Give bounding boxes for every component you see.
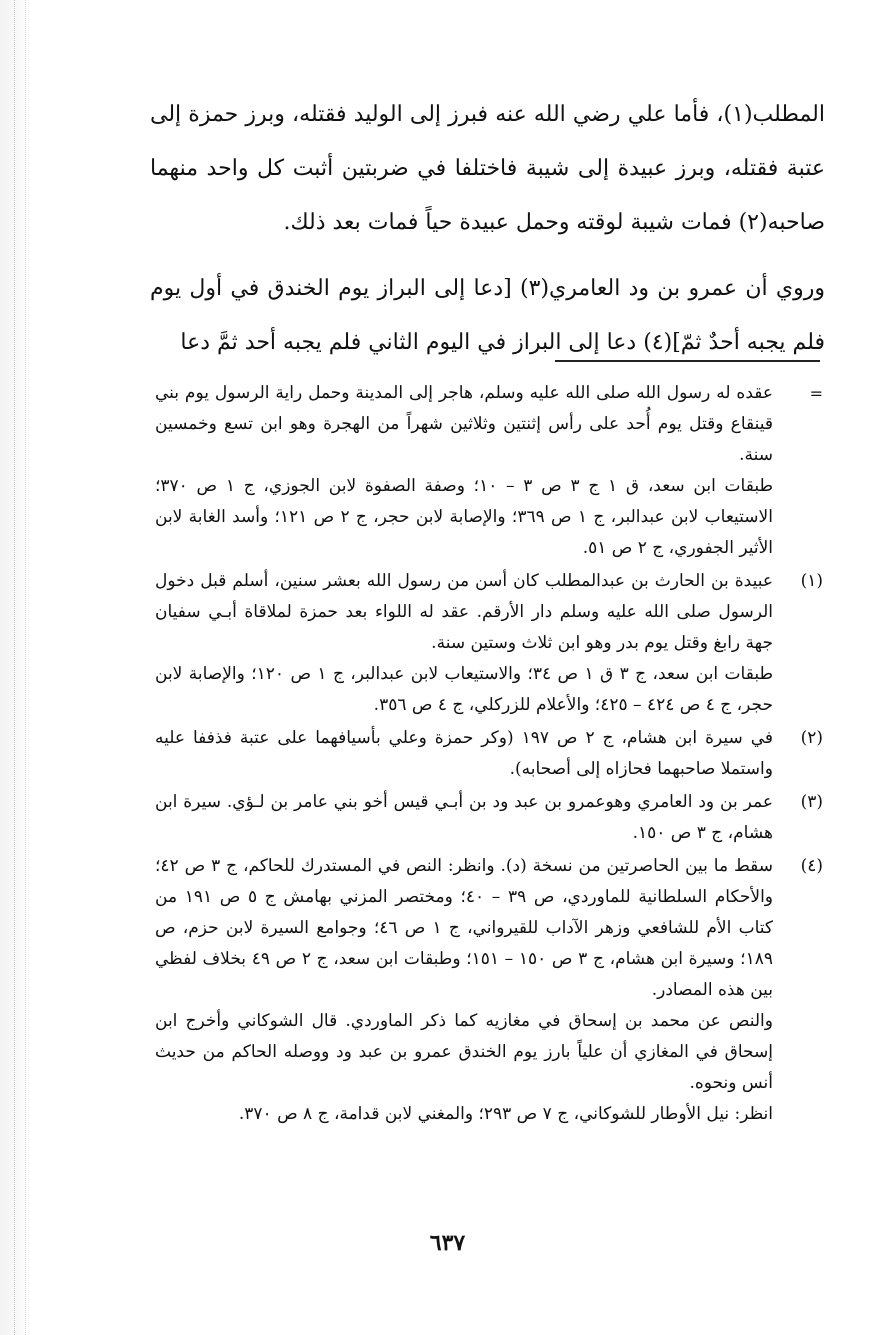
footnote-3	[155, 787, 823, 849]
footnote-text: سقط ما بين الحاصرتين من نسخة (د). وانظر: النص في المستدرك للحاكم، ج ٣ ص ٤٢؛ والأحكام السلطانية للماوردي، ص ٣٩ – ٤٠؛ ومختصر المزني بهامش ج ٥ ص ١٩١ من كتاب الأم للشافعي وزهر الآداب للقيرواني، ج ١ ص ٤٦؛ وجوامع السيرة لابن حزم، ص ١٨٩؛ وسيرة ابن هشام، ج ٣ ص ١٥٠ – ١٥١؛ وطبقات ابن سعد، ج ٢ ص ٤٩ بخلاف لفظي بين هذه المصادر.	[155, 856, 773, 1000]
footnote-number: (١)	[800, 571, 823, 591]
page-spine-shadow	[0, 0, 32, 1335]
footnote-number: (٢)	[800, 728, 823, 748]
footnote-text: عمر بن ود العامري وهوعمرو بن عبد ود بن أبـي قيس أخو بني عامر بن لـؤي. سيرة ابن هشام، ج ٣ ص ١٥٠.	[155, 792, 773, 843]
footnote-text: طبقات ابن سعد، ج ٣ ق ١ ص ٣٤؛ والاستيعاب لابن عبدالبر، ج ١ ص ١٢٠؛ والإصابة لابن حجر، ج ٤ ص ٤٢٤ – ٤٢٥؛ والأعلام للزركلي، ج ٤ ص ٣٥٦.	[155, 664, 773, 715]
footnote-number: (٤)	[800, 856, 823, 876]
continuation-mark: =	[809, 384, 823, 403]
footnote-separator	[555, 360, 820, 362]
footnotes	[155, 378, 823, 1132]
footnote-text: انظر: نيل الأوطار للشوكاني، ج ٧ ص ٢٩٣؛ والمغني لابن قدامة، ج ٨ ص ٣٧٠.	[238, 1104, 773, 1124]
footnote-text: والنص عن محمد بن إسحاق في مغازيه كما ذكر الماوردي. قال الشوكاني وأخرج ابن إسحاق في المغازي أن علياً بارز يوم الخندق عمرو بن عبد ود ووصله الحاكم من حديث أنس ونحوه.	[155, 1011, 773, 1093]
footnote-2	[155, 723, 823, 785]
footnote-text: في سيرة ابن هشام، ج ٢ ص ١٩٧ (وكر حمزة وعلي بأسيافهما على عتبة فذففا عليه واستملا صاحبهما فحازاه إلى أصحابه).	[155, 728, 774, 779]
footnote-number: (٣)	[800, 792, 823, 812]
main-text	[150, 88, 825, 370]
footnote-continuation	[155, 378, 823, 564]
main-paragraph-2: وروي أن عمرو بن ود العامري(٣) [دعا إلى البراز يوم الخندق في أول يوم فلم يجبه أحدٌ ثمّ](٤) دعا إلى البراز في اليوم الثاني فلم يجبه أحد ثمَّ دعا	[150, 276, 825, 355]
footnote-4	[155, 851, 823, 1130]
footnote-continuation-text-2: طبقات ابن سعد، ق ١ ج ٣ ص ٣ – ١٠؛ وصفة الصفوة لابن الجوزي، ج ١ ص ٣٧٠؛ الاستيعاب لابن عبدالبر، ج ١ ص ٣٦٩؛ والإصابة لابن حجر، ج ٢ ص ١٢١؛ وأسد الغابة لابن الأثير الجفوري، ج ٢ ص ٥١.	[155, 476, 773, 558]
binding-edge	[14, 0, 26, 1335]
footnote-1	[155, 566, 823, 721]
main-paragraph-1: المطلب(١)، فأما علي رضي الله عنه فبرز إلى الوليد فقتله، وبرز حمزة إلى عتبة فقتله، وبرز عبيدة إلى شيبة فاختلفا في ضربتين أثبت كل واحد منهما صاحبه(٢) فمات شيبة لوقته وحمل عبيدة حياً فمات بعد ذلك.	[150, 102, 825, 235]
footnote-text: عبيدة بن الحارث بن عبدالمطلب كان أسن من رسول الله بعشر سنين، أسلم قبل دخول الرسول صلى الله عليه وسلم دار الأرقم. عقد له اللواء بعد حمزة لملاقاة أبـي سفيان جهة رابغ وقتل يوم بدر وهو ابن ثلاث وستين سنة.	[155, 571, 773, 653]
page-number: ٦٣٧	[429, 1230, 466, 1256]
footnote-continuation-text-1: عقده له رسول الله صلى الله عليه وسلم، هاجر إلى المدينة وحمل راية الرسول يوم بني قينقاع وقتل يوم أُحد على رأس إثنتين وثلاثين شهراً من الهجرة وهو ابن تسع وخمسين سنة.	[155, 383, 773, 465]
